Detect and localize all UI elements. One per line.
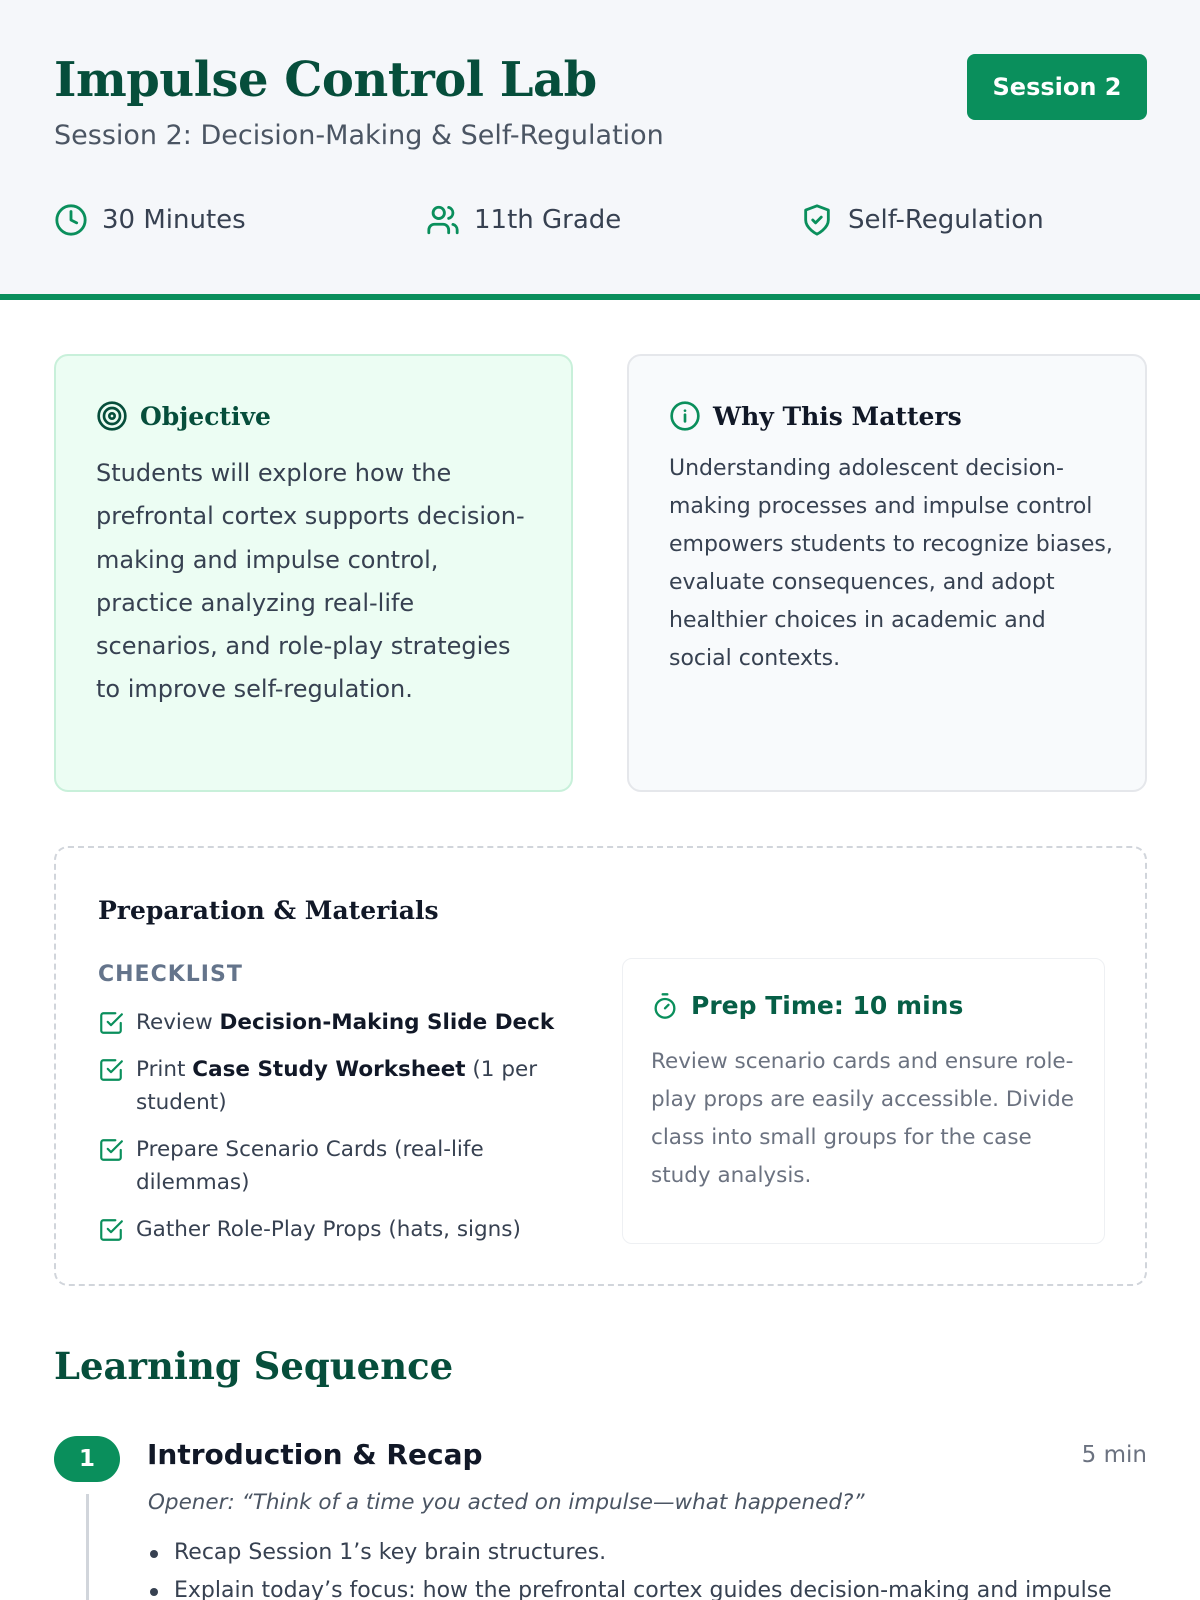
preparation-heading: Preparation & Materials	[98, 896, 439, 925]
checklist-item-bold: Case Study Worksheet	[192, 1057, 466, 1082]
prep-time-text: Review scenario cards and ensure role-play props are easily accessible. Divide class into small groups for the case study analysis.	[651, 1049, 1074, 1188]
checklist-item-text: Prepare Scenario Cards (real-life dilemmas)	[136, 1137, 484, 1195]
checklist	[98, 1006, 568, 1260]
objective-heading-label: Objective	[140, 401, 271, 431]
checklist-item-bold: Decision-Making Slide Deck	[219, 1010, 555, 1035]
checklist-item-rest: (1 per student)	[136, 1057, 538, 1115]
prep-time-heading	[651, 991, 963, 1020]
step-timeline-line	[86, 1494, 89, 1600]
target-icon	[96, 400, 128, 432]
meta-grade	[426, 200, 621, 240]
checklist-item[interactable]	[98, 1053, 568, 1119]
meta-duration-label: 30 Minutes	[102, 205, 246, 235]
why-card	[627, 354, 1147, 792]
list-item: Explain today’s focus: how the prefrontal cortex guides decision-making and impulse	[148, 1572, 1158, 1600]
step-title: Introduction & Recap	[147, 1438, 483, 1471]
checklist-item-text: Review	[136, 1010, 220, 1035]
why-text: Understanding adolescent decision-making processes and impulse control empowers students to recognize biases, evaluate consequences, and adopt healthier choices in academic and social contexts.	[669, 456, 1113, 671]
prep-time-label: Prep Time: 10 mins	[691, 991, 964, 1020]
checkbox-checked-icon[interactable]	[98, 1010, 124, 1036]
checklist-item-text: Gather Role-Play Props (hats, signs)	[136, 1217, 521, 1242]
learning-sequence-heading: Learning Sequence	[54, 1344, 454, 1388]
meta-duration	[54, 200, 246, 240]
list-item: Recap Session 1’s key brain structures.	[148, 1534, 1158, 1572]
stopwatch-icon	[651, 992, 679, 1020]
meta-topic	[800, 200, 1044, 240]
why-heading	[669, 400, 962, 432]
checkbox-checked-icon[interactable]	[98, 1057, 124, 1083]
info-icon	[669, 400, 701, 432]
step-number-badge: 1	[54, 1436, 120, 1482]
objective-heading	[96, 400, 271, 432]
objective-card	[54, 354, 573, 792]
meta-topic-label: Self-Regulation	[848, 205, 1044, 235]
preparation-section	[54, 846, 1147, 1286]
lesson-header	[0, 0, 1200, 300]
checklist-item[interactable]	[98, 1006, 568, 1039]
users-icon	[426, 203, 460, 237]
checklist-item-text: Print	[136, 1057, 193, 1082]
checklist-label: CHECKLIST	[98, 962, 243, 987]
checkbox-checked-icon[interactable]	[98, 1137, 124, 1163]
session-badge[interactable]: Session 2	[967, 54, 1147, 120]
meta-grade-label: 11th Grade	[474, 205, 622, 235]
objective-text: Students will explore how the prefrontal cortex supports decision-making and impulse control, practice analyzing real-life scenarios, and role-play strategies to improve self-regulation.	[96, 459, 525, 704]
page-title: Impulse Control Lab	[54, 52, 597, 108]
step-opener: Opener: “Think of a time you acted on impulse—what happened?”	[148, 1490, 865, 1515]
step-duration: 5 min	[1081, 1442, 1147, 1468]
why-heading-label: Why This Matters	[713, 401, 962, 431]
checklist-item[interactable]	[98, 1133, 568, 1199]
checkbox-checked-icon[interactable]	[98, 1217, 124, 1243]
prep-time-box	[622, 958, 1105, 1244]
shield-check-icon	[800, 203, 834, 237]
page-subtitle: Session 2: Decision-Making & Self-Regulation	[54, 120, 664, 151]
checklist-item[interactable]	[98, 1213, 568, 1246]
step-bullet-list	[148, 1534, 1158, 1600]
clock-icon	[54, 203, 88, 237]
